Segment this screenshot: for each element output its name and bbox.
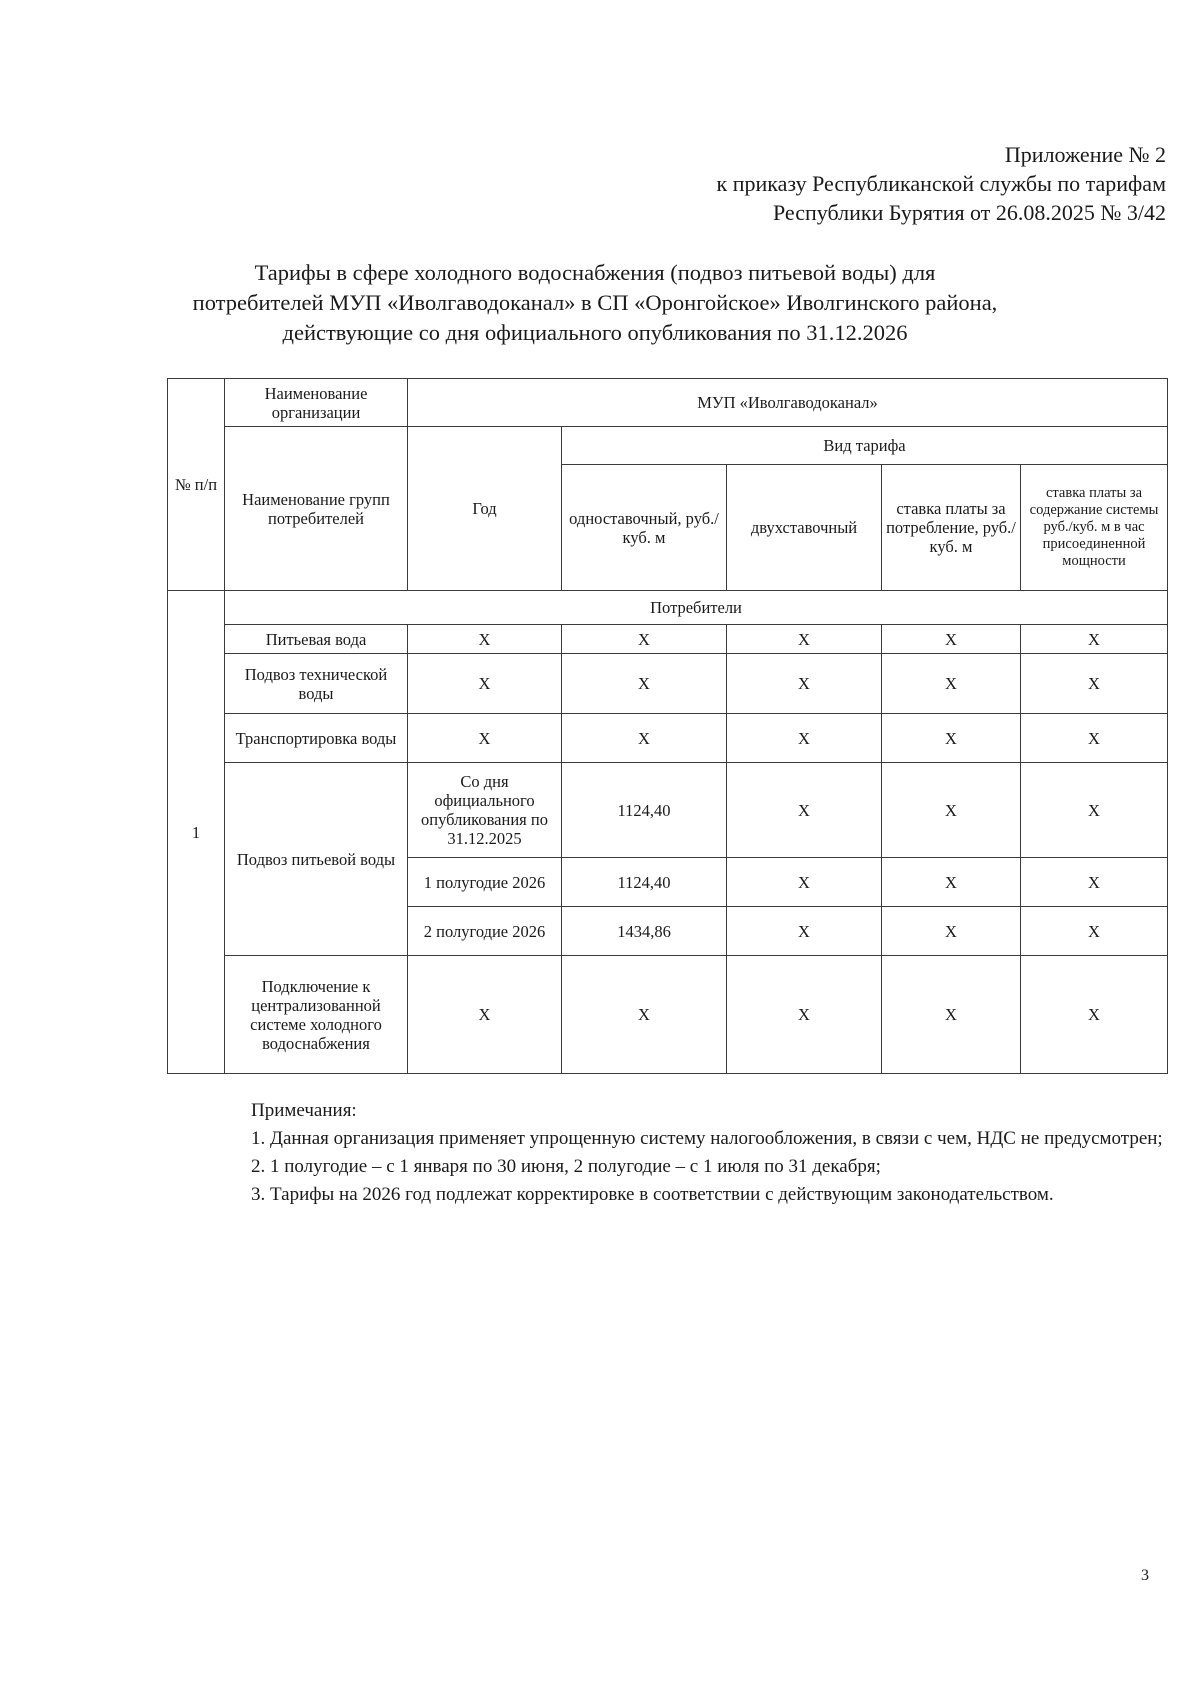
cell-x: Х xyxy=(727,956,882,1074)
table-row xyxy=(168,654,1168,714)
org-label: Наименование организации xyxy=(225,379,408,427)
notes-title: Примечания: xyxy=(251,1100,357,1121)
table-row xyxy=(168,714,1168,763)
cell-x: Х xyxy=(882,714,1021,763)
cell-x: Х xyxy=(408,654,562,714)
consumers-header: Потребители xyxy=(225,591,1168,625)
period-year: 1 полугодие 2026 xyxy=(408,858,562,907)
group-technical-water: Подвоз технической воды xyxy=(225,654,408,714)
table-row xyxy=(168,763,1168,858)
org-value: МУП «Иволгаводоканал» xyxy=(408,379,1168,427)
group-label: Наименование групп потребителей xyxy=(225,427,408,591)
header-line-3: Республики Бурятия от 26.08.2025 № 3/42 xyxy=(772,200,1166,225)
notes xyxy=(167,1097,1167,1209)
cell-x: Х xyxy=(408,714,562,763)
title-line-2: потребителей МУП «Иволгаводоканал» в СП «Оронгойское» Иволгинского района, xyxy=(192,290,998,315)
appendix-header xyxy=(717,140,1166,227)
col-consumption-rate: ставка платы за потребление, руб./ куб. м xyxy=(882,465,1021,591)
note-2: 2. 1 полугодие – с 1 января по 30 июня, 2 полугодие – с 1 июля по 31 декабря; xyxy=(251,1156,881,1177)
group-drinking-water-delivery: Подвоз питьевой воды xyxy=(225,763,408,956)
cell-x: Х xyxy=(727,625,882,654)
period-year: Со дня официального опубликования по 31.12.2025 xyxy=(408,763,562,858)
cell-x: Х xyxy=(882,763,1021,858)
cell-x: Х xyxy=(562,714,727,763)
cell-x: Х xyxy=(882,956,1021,1074)
document-title xyxy=(170,258,1020,348)
col-double-rate: двухставочный xyxy=(727,465,882,591)
num-header: № п/п xyxy=(168,379,225,591)
cell-x: Х xyxy=(727,654,882,714)
col-single-rate: одноставочный, руб./ куб. м xyxy=(562,465,727,591)
col-maintenance-rate: ставка платы за содержание системы руб./куб. м в час присоединенной мощности xyxy=(1021,465,1168,591)
title-line-1: Тарифы в сфере холодного водоснабжения (подвоз питьевой воды) для xyxy=(254,260,936,285)
single-rate-value: 1124,40 xyxy=(562,763,727,858)
group-connection: Подключение к централизованной системе холодного водоснабжения xyxy=(225,956,408,1074)
note-3: 3. Тарифы на 2026 год подлежат корректировке в соответствии с действующим законодательством. xyxy=(251,1184,1054,1205)
title-line-3: действующие со дня официального опубликования по 31.12.2026 xyxy=(282,320,908,345)
cell-x: Х xyxy=(562,625,727,654)
header-line-2: к приказу Республиканской службы по тарифам xyxy=(716,171,1166,196)
cell-x: Х xyxy=(727,763,882,858)
tariff-type-header: Вид тарифа xyxy=(562,427,1168,465)
tariff-table xyxy=(167,378,1168,1074)
note-1: 1. Данная организация применяет упрощенную систему налогообложения, в связи с чем, НДС не предусмотрен; xyxy=(251,1128,1163,1149)
cell-x: Х xyxy=(1021,858,1168,907)
header-line-1: Приложение № 2 xyxy=(1004,142,1166,167)
cell-x: Х xyxy=(882,625,1021,654)
cell-x: Х xyxy=(1021,654,1168,714)
single-rate-value: 1434,86 xyxy=(562,907,727,956)
cell-x: Х xyxy=(1021,763,1168,858)
cell-x: Х xyxy=(882,654,1021,714)
table-row xyxy=(168,956,1168,1074)
cell-x: Х xyxy=(408,956,562,1074)
single-rate-value: 1124,40 xyxy=(562,858,727,907)
cell-x: Х xyxy=(882,907,1021,956)
cell-x: Х xyxy=(727,714,882,763)
cell-x: Х xyxy=(1021,714,1168,763)
year-label: Год xyxy=(408,427,562,591)
group-drinking-water: Питьевая вода xyxy=(225,625,408,654)
page-number: 3 xyxy=(1141,1567,1149,1584)
cell-x: Х xyxy=(727,907,882,956)
cell-x: Х xyxy=(882,858,1021,907)
cell-x: Х xyxy=(1021,907,1168,956)
table-row xyxy=(168,625,1168,654)
group-water-transport: Транспортировка воды xyxy=(225,714,408,763)
cell-x: Х xyxy=(727,858,882,907)
cell-x: Х xyxy=(562,956,727,1074)
cell-x: Х xyxy=(1021,956,1168,1074)
cell-x: Х xyxy=(1021,625,1168,654)
cell-x: Х xyxy=(408,625,562,654)
row-number: 1 xyxy=(168,591,225,1074)
period-year: 2 полугодие 2026 xyxy=(408,907,562,956)
cell-x: Х xyxy=(562,654,727,714)
